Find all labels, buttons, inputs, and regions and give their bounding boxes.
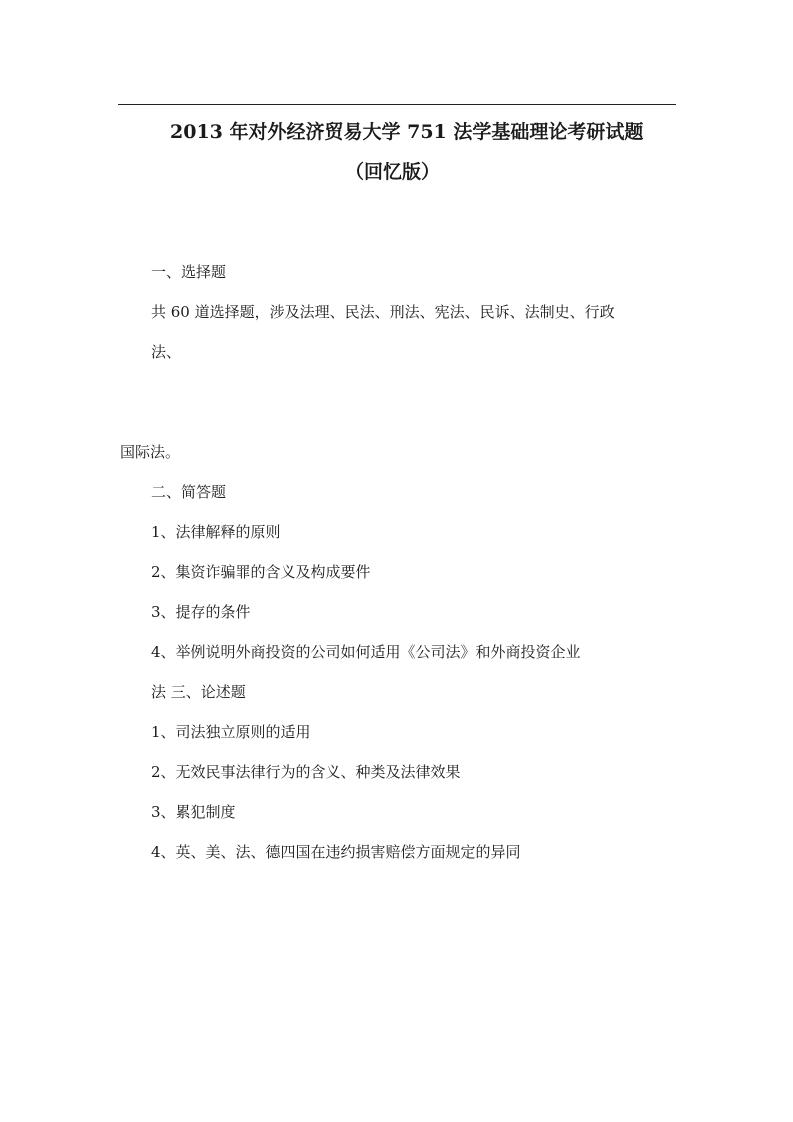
list-item: 1、法律解释的原则 bbox=[151, 523, 281, 541]
header-rule bbox=[118, 104, 676, 105]
section-heading-short-answer: 二、简答题 bbox=[151, 483, 227, 501]
section-heading-choice: 一、选择题 bbox=[151, 263, 227, 281]
section-heading-essay: 法 三、论述题 bbox=[151, 683, 246, 701]
paragraph-line: 国际法。 bbox=[120, 443, 181, 461]
list-item: 4、英、美、法、德四国在违约损害赔偿方面规定的异同 bbox=[151, 843, 521, 861]
document-subtitle: （回忆版） bbox=[345, 161, 441, 183]
paragraph-line: 共 60 道选择题，涉及法理、民法、刑法、宪法、民诉、法制史、行政 bbox=[151, 303, 615, 321]
list-item: 2、集资诈骗罪的含义及构成要件 bbox=[151, 563, 371, 581]
list-item: 3、提存的条件 bbox=[151, 603, 251, 621]
list-item: 2、无效民事法律行为的含义、种类及法律效果 bbox=[151, 763, 461, 781]
list-item: 4、举例说明外商投资的公司如何适用《公司法》和外商投资企业 bbox=[151, 643, 581, 661]
document-title: 2013 年对外经济贸易大学 751 法学基础理论考研试题 bbox=[170, 121, 644, 143]
paragraph-line: 法、 bbox=[151, 343, 182, 361]
list-item: 1、司法独立原则的适用 bbox=[151, 723, 311, 741]
list-item: 3、累犯制度 bbox=[151, 803, 236, 821]
